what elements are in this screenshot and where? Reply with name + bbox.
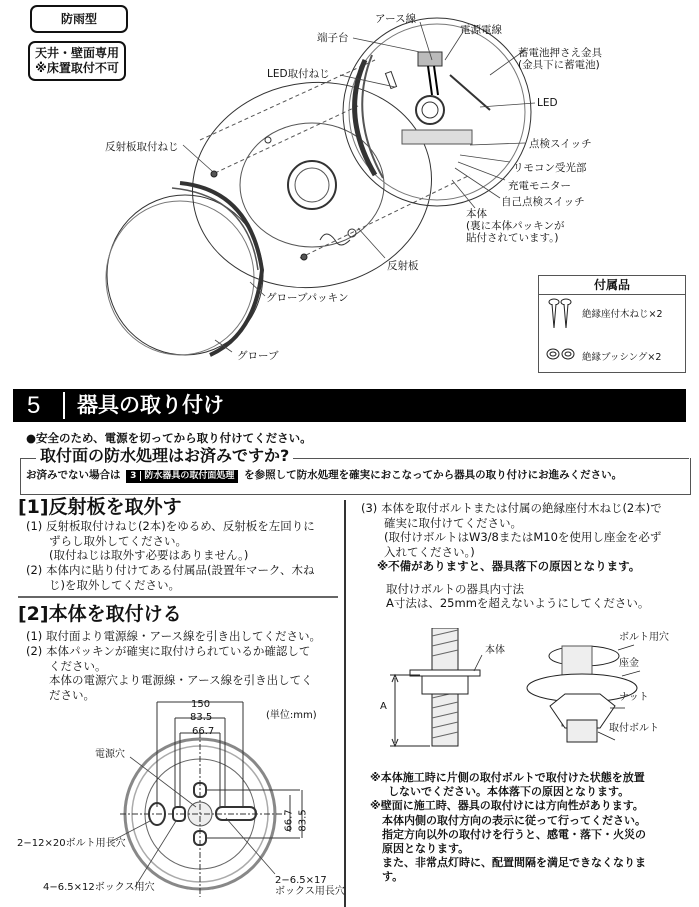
- label-power-wire: 電源電線: [460, 24, 502, 36]
- label-remote-receiver: リモコン受光部: [513, 162, 587, 174]
- section-title: 器具の取り付け: [77, 393, 224, 417]
- label-power-hole: 電源穴: [95, 749, 125, 760]
- label-bolt-hole: ボルト用穴: [619, 632, 669, 643]
- note2-line4: 原因となります。: [382, 842, 470, 856]
- bolt-note-line1: 取付けボルトの器具内寸法: [386, 581, 524, 596]
- step2-item1-num: (1): [26, 629, 43, 643]
- step2-item2-num: (2): [26, 644, 43, 658]
- section-ref-badge[interactable]: [126, 470, 238, 483]
- unit-label: (単位:mm): [266, 710, 317, 721]
- step1-item1-num: (1): [26, 519, 43, 533]
- waterproof-title: 取付面の防水処理はお済みですか?: [36, 446, 293, 466]
- note1-line2: しないでください。本体落下の原因となります。: [388, 785, 630, 799]
- section-number: 5: [27, 392, 41, 419]
- type-label: 防雨型: [60, 12, 97, 26]
- label-self-check-switch: 自己点検スイッチ: [501, 196, 585, 208]
- step2-item1: [26, 629, 321, 644]
- section-divider: [63, 392, 65, 419]
- step3-line2: 確実に取付けてください。: [384, 515, 522, 530]
- label-a-dimension: A: [380, 701, 387, 712]
- label-reflector: 反射板: [387, 260, 419, 272]
- label-terminal-block: 端子台: [317, 32, 349, 44]
- step1-item2-num: (2): [26, 563, 43, 577]
- waterproof-text: [26, 468, 622, 483]
- step1-item1-line2: ずらし取外してください。: [49, 533, 187, 548]
- step2-item1-line1: 取付面より電源線・アース線を引き出してください。: [45, 629, 322, 643]
- dim-66-7-top: 66.7: [192, 726, 215, 737]
- accessories-box: [538, 275, 686, 373]
- step1-divider: [18, 596, 338, 598]
- step3-line3: (取付けボルトはW3/8またはM10を使用し座金を必ず: [384, 530, 662, 544]
- body-line1: 本体: [466, 208, 487, 220]
- label-reflector-screw: 反射板取付ねじ: [105, 141, 179, 153]
- waterproof-text-before: お済みでない場合は: [26, 469, 121, 481]
- step3-line1: 本体を取付ボルトまたは付属の絶縁座付木ねじ(2本)で: [380, 501, 662, 515]
- step2-item2-line4: ださい。: [49, 687, 95, 702]
- dim-83-5-side: 83.5: [297, 809, 309, 832]
- note2-line6: す。: [382, 870, 404, 884]
- step1-item2: [26, 563, 314, 592]
- wood-screw-icon: [547, 298, 583, 334]
- label-charge-monitor: 充電モニター: [508, 180, 571, 192]
- step2-item2: [26, 644, 313, 702]
- label-box-slot: [275, 875, 345, 897]
- label-battery-bracket: [518, 47, 602, 71]
- label-bolt-slot: 2−12×20ボルト用長穴: [17, 838, 126, 849]
- battery-bracket-line2: (金具下に蓄電池): [518, 59, 600, 71]
- label-earth-wire: アース線: [375, 13, 417, 25]
- step3-line4: 入れてください。): [384, 544, 475, 559]
- note2-line3: 指定方向以外の取付けを行うと、感電・落下・火災の: [382, 827, 646, 841]
- dim-83-5-top: 83.5: [190, 712, 213, 723]
- label-globe: グローブ: [237, 350, 279, 362]
- bushing-icon: [545, 347, 581, 363]
- label-led-screw: LED取付ねじ: [267, 68, 330, 80]
- note2-line1: ※壁面に施工時、器具の取付けには方向性があります。: [370, 799, 644, 813]
- step1-item2-line2: じ)を取外してください。: [49, 577, 180, 592]
- step1-heading: [1]反射板を取外す: [18, 496, 182, 518]
- label-body: [466, 208, 565, 244]
- label-box-hole: 4−6.5×12ボックス用穴: [43, 882, 155, 893]
- step2-item2-line1: 本体パッキンが確実に取付けられているか確認して: [45, 644, 311, 658]
- label-washer: 座金: [619, 658, 639, 669]
- section-header: [13, 389, 686, 422]
- note2-line5: また、非常点灯時に、配置間隔を満足できなくなりま: [382, 856, 646, 870]
- battery-bracket-line1: 蓄電池押さえ金具: [518, 47, 602, 59]
- step2-heading: [2]本体を取付ける: [18, 603, 182, 625]
- label-check-switch: 点検スイッチ: [529, 138, 592, 150]
- step1-item2-line1: 本体内に貼り付けてある付属品(設置年マーク、木ね: [45, 563, 315, 577]
- label-nut: ナット: [619, 692, 649, 703]
- mount-line2: ※床置取付不可: [35, 61, 119, 75]
- label-led: LED: [537, 97, 558, 109]
- waterproof-text-after: を参照して防水処理を確実におこなってから器具の取り付けにお進みください。: [244, 469, 623, 481]
- step1-item1-line3: (取付ねじは取外す必要はありません。): [49, 548, 249, 562]
- note2-line2: 本体内側の取付方向の表示に従って行ってください。: [382, 813, 646, 827]
- box-slot-line1: 2−6.5×17: [275, 875, 327, 886]
- box-slot-line2: ボックス用長穴: [275, 886, 345, 897]
- step3-warning: ※不備がありますと、器具落下の原因となります。: [377, 559, 641, 573]
- step3-text: [361, 501, 662, 611]
- note1-line1: ※本体施工時に片側の取付ボルトで取付けた状態を放置: [370, 771, 645, 784]
- accessories-title: 付属品: [539, 276, 685, 295]
- dim-66-7-side: 66.7: [283, 809, 295, 832]
- bolt-note-line2: A寸法は、25mmを超えないようにしてください。: [386, 596, 650, 610]
- ref-number: 3: [130, 471, 141, 481]
- install-notes: [370, 771, 646, 885]
- dim-150: 150: [191, 699, 211, 710]
- safety-note: ●安全のため、電源を切ってから取り付けてください。: [26, 431, 312, 445]
- body-line3: 貼付されています。): [466, 232, 559, 244]
- body-line2: (裏に本体パッキンが: [466, 220, 565, 232]
- step3-num: (3): [361, 501, 378, 515]
- label-mount-bolt: 取付ボルト: [609, 723, 659, 734]
- label-bolt-body: 本体: [485, 645, 505, 656]
- mount-line1: 天井・壁面専用: [34, 46, 119, 60]
- label-globe-packing: グローブパッキン: [266, 292, 349, 304]
- step2-item2-line3: 本体の電源穴より電源線・アース線を引き出してく: [49, 673, 313, 687]
- step2-item2-line2: ください。: [49, 658, 107, 673]
- step1-item1-line1: 反射板取付けねじ(2本)をゆるめ、反射板を左回りに: [45, 519, 315, 533]
- accessory-wood-screw: 絶縁座付木ねじ×2: [582, 309, 663, 320]
- accessory-bushing: 絶縁ブッシング×2: [582, 352, 662, 363]
- step1-item1: [26, 519, 315, 563]
- ref-title: 防水器具の取付面処理: [144, 471, 235, 481]
